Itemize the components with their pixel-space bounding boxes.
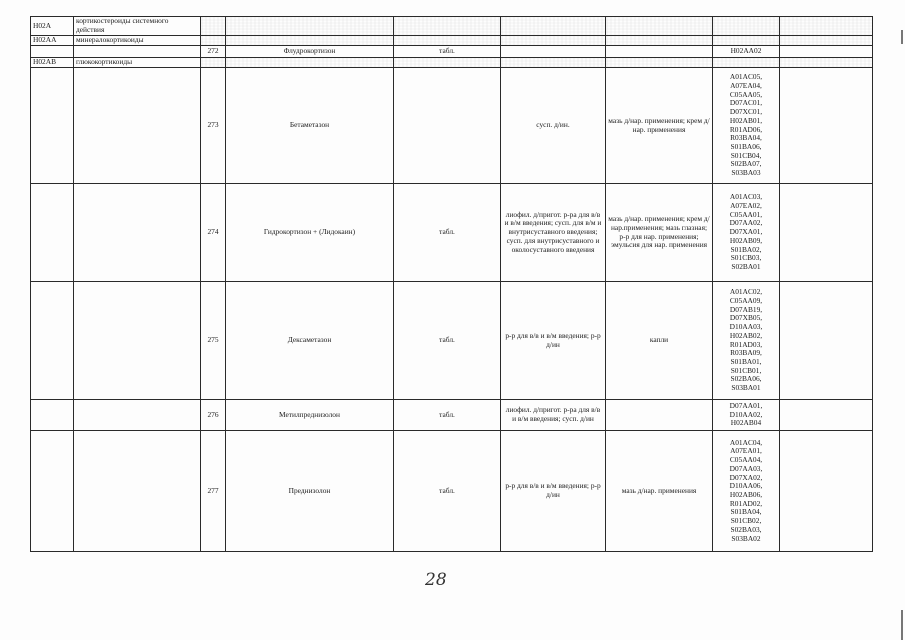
table-row [31, 184, 873, 282]
drug-name: Преднизолон [226, 431, 394, 552]
group-name: минералокортикоиды [74, 36, 201, 46]
atc-codes: A01AC05, A07EA04, C05AA05, D07AC01, D07XC01, H02AB01, R01AD06, R03BA04, S01BA06, S01CB04, S02BA07, S03BA03 [713, 68, 780, 184]
oral-form: табл. [394, 46, 501, 58]
oral-form: табл. [394, 184, 501, 282]
drug-name: Гидрокортизон + (Лидокаин) [226, 184, 394, 282]
injection-form: р-р для в/в и в/м введения; р-р д/ин [501, 282, 606, 400]
injection-form: лиофил. д/пригот. р-ра для в/в и в/м введения; сусп. д/ин [501, 400, 606, 431]
table-row [31, 68, 873, 184]
table-row [31, 400, 873, 431]
group-row-h02ab [31, 58, 873, 68]
drug-name: Дексаметазон [226, 282, 394, 400]
topical-form [606, 400, 713, 431]
group-row-h02a [31, 17, 873, 36]
drug-table [30, 16, 873, 552]
oral-form: табл. [394, 431, 501, 552]
group-code: H02AB [31, 58, 74, 68]
atc-codes: A01AC02, C05AA09, D07AB19, D07XB05, D10AA03, H02AB02, R01AD03, R03BA09, S01BA01, S01CB01, S02BA06, S03BA01 [713, 282, 780, 400]
atc-codes: H02AA02 [713, 46, 780, 58]
injection-form: сусп. д/ин. [501, 68, 606, 184]
drug-name: Метилпреднизолон [226, 400, 394, 431]
atc-codes: A01AC03, A07EA02, C05AA01, D07AA02, D07XA01, H02AB09, S01BA02, S01CB03, S02BA01 [713, 184, 780, 282]
topical-form: мазь д/нар. применения; крем д/нар.применения; мазь глазная; р-р для нар. применения; эмульсия для нар. применения [606, 184, 713, 282]
row-number: 273 [201, 68, 226, 184]
topical-form: мазь д/нар. применения; крем д/нар. применения [606, 68, 713, 184]
atc-codes: A01AC04, A07EA01, C05AA04, D07AA03, D07XA02, D10AA06, H02AB06, R01AD02, S01BA04, S01CB02, S02BA03, S03BA02 [713, 431, 780, 552]
drug-name: Бетаметазон [226, 68, 394, 184]
injection-form [501, 46, 606, 58]
page-number: 28 [425, 570, 447, 590]
group-code: H02AA [31, 36, 74, 46]
oral-form [394, 68, 501, 184]
injection-form: лиофил. д/пригот. р-ра для в/в и в/м введения; сусп. для в/м и внутрисуставного введения; сусп. для внутрисуставного и околосуставного введения [501, 184, 606, 282]
drug-name: Флудрокортизон [226, 46, 394, 58]
table-row [31, 282, 873, 400]
topical-form: мазь д/нар. применения [606, 431, 713, 552]
oral-form: табл. [394, 282, 501, 400]
scan-edge-mark [901, 610, 903, 640]
group-code: H02A [31, 17, 74, 36]
scan-edge-mark [901, 30, 903, 44]
group-name: глюкокортикоиды [74, 58, 201, 68]
oral-form: табл. [394, 400, 501, 431]
group-name: кортикостероиды системного действия [74, 17, 201, 36]
row-number: 275 [201, 282, 226, 400]
table-row [31, 46, 873, 58]
row-number: 272 [201, 46, 226, 58]
group-row-h02aa [31, 36, 873, 46]
row-number: 274 [201, 184, 226, 282]
topical-form: капли [606, 282, 713, 400]
atc-codes: D07AA01, D10AA02, H02AB04 [713, 400, 780, 431]
table-row [31, 431, 873, 552]
topical-form [606, 46, 713, 58]
injection-form: р-р для в/в и в/м введения; р-р д/ин [501, 431, 606, 552]
row-number: 277 [201, 431, 226, 552]
row-number: 276 [201, 400, 226, 431]
